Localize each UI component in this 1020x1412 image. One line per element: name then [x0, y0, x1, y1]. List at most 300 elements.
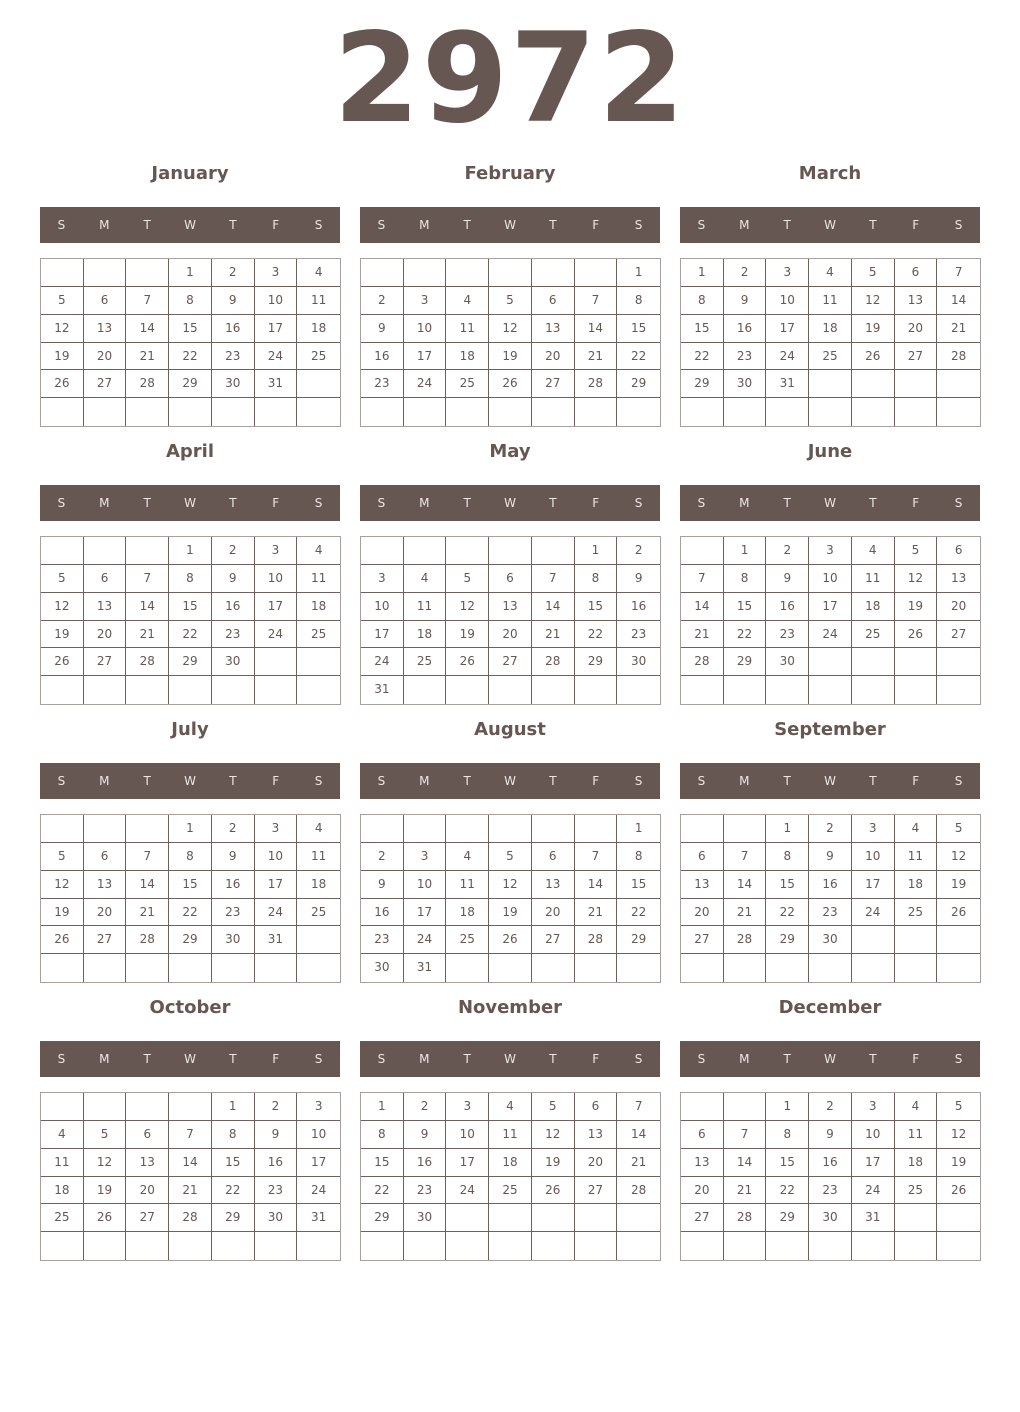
empty-day-cell	[84, 398, 127, 426]
empty-day-cell	[937, 1232, 980, 1260]
day-cell: 7	[724, 1121, 767, 1149]
day-cell: 15	[169, 315, 212, 343]
empty-day-cell	[297, 398, 340, 426]
day-cell: 2	[212, 537, 255, 565]
day-cell: 17	[404, 343, 447, 371]
day-cell: 7	[575, 843, 618, 871]
day-cell: 19	[41, 899, 84, 927]
day-cell: 26	[84, 1204, 127, 1232]
day-cell: 26	[937, 1177, 980, 1205]
empty-day-cell	[297, 926, 340, 954]
empty-day-cell	[255, 676, 298, 704]
day-cell: 26	[41, 648, 84, 676]
day-cell: 17	[361, 621, 404, 649]
empty-day-cell	[446, 815, 489, 843]
day-cell: 29	[681, 370, 724, 398]
day-cell: 3	[255, 259, 298, 287]
empty-day-cell	[575, 259, 618, 287]
day-cell: 21	[126, 899, 169, 927]
day-cell: 24	[809, 621, 852, 649]
day-cell: 22	[617, 899, 660, 927]
day-grid	[40, 814, 341, 983]
day-cell: 10	[255, 565, 298, 593]
empty-day-cell	[617, 1232, 660, 1260]
empty-day-cell	[489, 1232, 532, 1260]
day-cell: 3	[809, 537, 852, 565]
day-cell: 27	[895, 343, 938, 371]
weekday-label: W	[184, 218, 196, 232]
empty-day-cell	[126, 537, 169, 565]
day-cell: 10	[809, 565, 852, 593]
weekday-label: T	[143, 774, 151, 788]
day-cell: 28	[126, 926, 169, 954]
day-cell: 16	[361, 343, 404, 371]
day-cell: 29	[169, 926, 212, 954]
day-cell: 30	[809, 926, 852, 954]
day-cell: 5	[489, 843, 532, 871]
empty-day-cell	[681, 537, 724, 565]
day-cell: 29	[617, 370, 660, 398]
day-cell: 26	[489, 370, 532, 398]
weekday-label: F	[912, 774, 920, 788]
day-cell: 22	[724, 621, 767, 649]
month-title: June	[807, 441, 853, 462]
empty-day-cell	[724, 1232, 767, 1260]
day-cell: 20	[84, 343, 127, 371]
day-cell: 31	[255, 370, 298, 398]
day-cell: 6	[84, 843, 127, 871]
day-cell: 27	[489, 648, 532, 676]
day-cell: 16	[809, 1149, 852, 1177]
day-cell: 31	[361, 676, 404, 704]
day-cell: 7	[681, 565, 724, 593]
day-cell: 16	[724, 315, 767, 343]
empty-day-cell	[575, 398, 618, 426]
day-cell: 3	[255, 537, 298, 565]
day-cell: 20	[532, 899, 575, 927]
weekday-label: S	[57, 1052, 66, 1066]
day-cell: 12	[41, 593, 84, 621]
empty-day-cell	[489, 954, 532, 982]
day-cell: 6	[681, 843, 724, 871]
empty-day-cell	[575, 815, 618, 843]
day-cell: 19	[446, 621, 489, 649]
day-cell: 24	[404, 370, 447, 398]
empty-day-cell	[41, 1093, 84, 1121]
weekday-label: S	[377, 496, 386, 510]
weekday-label: F	[592, 774, 600, 788]
empty-day-cell	[724, 398, 767, 426]
day-cell: 5	[41, 565, 84, 593]
day-cell: 19	[489, 343, 532, 371]
day-cell: 3	[766, 259, 809, 287]
day-cell: 22	[212, 1177, 255, 1205]
day-cell: 27	[681, 1204, 724, 1232]
day-cell: 8	[766, 843, 809, 871]
empty-day-cell	[852, 370, 895, 398]
weekday-header	[40, 763, 340, 799]
day-cell: 16	[404, 1149, 447, 1177]
empty-day-cell	[169, 1093, 212, 1121]
empty-day-cell	[84, 815, 127, 843]
day-cell: 12	[489, 871, 532, 899]
day-cell: 2	[361, 843, 404, 871]
weekday-header	[680, 207, 980, 243]
day-cell: 1	[724, 537, 767, 565]
empty-day-cell	[84, 537, 127, 565]
day-cell: 11	[852, 565, 895, 593]
weekday-label: S	[634, 218, 643, 232]
day-cell: 12	[489, 315, 532, 343]
day-cell: 2	[255, 1093, 298, 1121]
weekday-label: T	[549, 496, 557, 510]
month-title: October	[149, 997, 231, 1018]
day-cell: 16	[255, 1149, 298, 1177]
empty-day-cell	[852, 926, 895, 954]
weekday-label: F	[912, 218, 920, 232]
day-cell: 30	[212, 370, 255, 398]
weekday-label: T	[143, 218, 151, 232]
day-cell: 27	[575, 1177, 618, 1205]
day-cell: 16	[809, 871, 852, 899]
weekday-label: T	[783, 774, 791, 788]
day-cell: 23	[404, 1177, 447, 1205]
weekday-label: T	[143, 496, 151, 510]
day-cell: 20	[575, 1149, 618, 1177]
day-cell: 3	[361, 565, 404, 593]
empty-day-cell	[895, 954, 938, 982]
empty-day-cell	[895, 926, 938, 954]
day-cell: 28	[937, 343, 980, 371]
day-cell: 11	[297, 287, 340, 315]
empty-day-cell	[617, 1204, 660, 1232]
day-cell: 27	[937, 621, 980, 649]
day-cell: 6	[681, 1121, 724, 1149]
day-cell: 18	[852, 593, 895, 621]
day-cell: 29	[724, 648, 767, 676]
empty-day-cell	[446, 676, 489, 704]
empty-day-cell	[489, 259, 532, 287]
day-grid	[360, 536, 661, 705]
day-cell: 15	[169, 593, 212, 621]
day-cell: 5	[489, 287, 532, 315]
day-cell: 17	[255, 871, 298, 899]
weekday-label: F	[912, 496, 920, 510]
day-cell: 2	[724, 259, 767, 287]
weekday-label: M	[739, 218, 750, 232]
day-cell: 25	[489, 1177, 532, 1205]
empty-day-cell	[84, 676, 127, 704]
empty-day-cell	[361, 1232, 404, 1260]
day-cell: 14	[575, 871, 618, 899]
month-title: December	[778, 997, 882, 1018]
empty-day-cell	[766, 676, 809, 704]
day-cell: 22	[766, 899, 809, 927]
empty-day-cell	[297, 954, 340, 982]
day-grid	[40, 258, 341, 427]
month-title: November	[457, 997, 563, 1018]
empty-day-cell	[937, 398, 980, 426]
day-cell: 17	[766, 315, 809, 343]
weekday-label: T	[229, 774, 237, 788]
empty-day-cell	[766, 1232, 809, 1260]
day-cell: 18	[895, 1149, 938, 1177]
day-cell: 15	[766, 1149, 809, 1177]
weekday-label: S	[57, 496, 66, 510]
day-cell: 14	[532, 593, 575, 621]
empty-day-cell	[852, 648, 895, 676]
empty-day-cell	[84, 1093, 127, 1121]
day-cell: 4	[895, 815, 938, 843]
empty-day-cell	[126, 259, 169, 287]
day-cell: 4	[809, 259, 852, 287]
day-cell: 30	[212, 926, 255, 954]
empty-day-cell	[446, 954, 489, 982]
day-cell: 4	[446, 843, 489, 871]
day-cell: 24	[766, 343, 809, 371]
day-cell: 4	[895, 1093, 938, 1121]
empty-day-cell	[297, 648, 340, 676]
day-cell: 19	[489, 899, 532, 927]
day-cell: 6	[489, 565, 532, 593]
weekday-label: W	[824, 774, 836, 788]
day-cell: 10	[404, 871, 447, 899]
weekday-header	[360, 1041, 660, 1077]
day-cell: 14	[126, 593, 169, 621]
day-cell: 3	[852, 815, 895, 843]
day-cell: 21	[724, 1177, 767, 1205]
empty-day-cell	[532, 537, 575, 565]
weekday-label: S	[314, 496, 323, 510]
day-cell: 18	[489, 1149, 532, 1177]
day-cell: 25	[404, 648, 447, 676]
weekday-label: T	[783, 1052, 791, 1066]
day-cell: 2	[809, 815, 852, 843]
day-cell: 10	[297, 1121, 340, 1149]
empty-day-cell	[297, 370, 340, 398]
day-grid	[40, 536, 341, 705]
day-cell: 6	[84, 565, 127, 593]
day-cell: 14	[575, 315, 618, 343]
weekday-label: W	[504, 1052, 516, 1066]
day-cell: 7	[169, 1121, 212, 1149]
empty-day-cell	[361, 815, 404, 843]
day-cell: 19	[41, 343, 84, 371]
day-cell: 24	[255, 343, 298, 371]
weekday-label: S	[954, 496, 963, 510]
weekday-header	[360, 763, 660, 799]
weekday-label: S	[634, 496, 643, 510]
day-cell: 26	[489, 926, 532, 954]
empty-day-cell	[681, 954, 724, 982]
empty-day-cell	[809, 954, 852, 982]
day-cell: 21	[724, 899, 767, 927]
day-cell: 1	[169, 537, 212, 565]
day-cell: 21	[126, 343, 169, 371]
empty-day-cell	[126, 398, 169, 426]
month-title: September	[774, 719, 886, 740]
day-cell: 11	[297, 565, 340, 593]
day-grid	[360, 258, 661, 427]
weekday-label: T	[549, 774, 557, 788]
day-cell: 28	[126, 370, 169, 398]
day-cell: 6	[84, 287, 127, 315]
month-title: February	[464, 163, 556, 184]
weekday-label: M	[419, 774, 430, 788]
day-cell: 5	[852, 259, 895, 287]
day-cell: 13	[575, 1121, 618, 1149]
day-cell: 13	[126, 1149, 169, 1177]
weekday-label: T	[229, 1052, 237, 1066]
weekday-label: M	[419, 1052, 430, 1066]
day-cell: 11	[41, 1149, 84, 1177]
day-cell: 2	[404, 1093, 447, 1121]
day-cell: 25	[41, 1204, 84, 1232]
day-cell: 27	[532, 370, 575, 398]
empty-day-cell	[446, 398, 489, 426]
day-cell: 31	[255, 926, 298, 954]
day-cell: 9	[361, 871, 404, 899]
empty-day-cell	[532, 815, 575, 843]
empty-day-cell	[169, 954, 212, 982]
weekday-label: M	[739, 1052, 750, 1066]
empty-day-cell	[404, 1232, 447, 1260]
empty-day-cell	[681, 815, 724, 843]
weekday-header	[360, 485, 660, 521]
day-cell: 9	[404, 1121, 447, 1149]
weekday-label: S	[697, 496, 706, 510]
day-cell: 21	[169, 1177, 212, 1205]
day-cell: 14	[169, 1149, 212, 1177]
weekday-header	[40, 207, 340, 243]
day-cell: 30	[361, 954, 404, 982]
day-cell: 16	[212, 593, 255, 621]
empty-day-cell	[404, 537, 447, 565]
day-cell: 23	[809, 899, 852, 927]
empty-day-cell	[169, 676, 212, 704]
day-cell: 25	[446, 926, 489, 954]
day-cell: 7	[575, 287, 618, 315]
day-cell: 23	[361, 926, 404, 954]
day-grid	[40, 1092, 341, 1261]
empty-day-cell	[681, 1232, 724, 1260]
empty-day-cell	[575, 1232, 618, 1260]
day-cell: 24	[446, 1177, 489, 1205]
empty-day-cell	[575, 676, 618, 704]
weekday-label: W	[184, 496, 196, 510]
day-cell: 12	[446, 593, 489, 621]
day-cell: 28	[681, 648, 724, 676]
day-cell: 18	[446, 899, 489, 927]
empty-day-cell	[852, 676, 895, 704]
weekday-label: S	[634, 774, 643, 788]
day-cell: 20	[937, 593, 980, 621]
day-cell: 15	[212, 1149, 255, 1177]
weekday-label: S	[954, 1052, 963, 1066]
empty-day-cell	[895, 676, 938, 704]
day-cell: 20	[895, 315, 938, 343]
weekday-header	[360, 207, 660, 243]
day-cell: 10	[852, 1121, 895, 1149]
day-cell: 18	[809, 315, 852, 343]
day-cell: 3	[404, 287, 447, 315]
day-cell: 9	[809, 1121, 852, 1149]
day-cell: 8	[766, 1121, 809, 1149]
weekday-label: F	[592, 1052, 600, 1066]
day-cell: 12	[532, 1121, 575, 1149]
day-cell: 18	[895, 871, 938, 899]
weekday-label: M	[419, 218, 430, 232]
day-cell: 24	[255, 621, 298, 649]
weekday-label: F	[272, 496, 280, 510]
day-cell: 26	[937, 899, 980, 927]
empty-day-cell	[41, 398, 84, 426]
day-cell: 3	[255, 815, 298, 843]
day-cell: 8	[681, 287, 724, 315]
day-cell: 21	[575, 899, 618, 927]
day-cell: 5	[446, 565, 489, 593]
weekday-label: M	[99, 1052, 110, 1066]
day-grid	[680, 814, 981, 983]
day-cell: 7	[617, 1093, 660, 1121]
empty-day-cell	[575, 1204, 618, 1232]
empty-day-cell	[809, 676, 852, 704]
empty-day-cell	[126, 1093, 169, 1121]
day-cell: 18	[404, 621, 447, 649]
day-cell: 19	[41, 621, 84, 649]
day-cell: 1	[575, 537, 618, 565]
day-cell: 19	[532, 1149, 575, 1177]
empty-day-cell	[809, 648, 852, 676]
month-title: August	[474, 719, 546, 740]
day-cell: 10	[766, 287, 809, 315]
day-cell: 28	[617, 1177, 660, 1205]
empty-day-cell	[446, 259, 489, 287]
day-cell: 1	[212, 1093, 255, 1121]
day-cell: 28	[724, 926, 767, 954]
weekday-label: S	[954, 218, 963, 232]
day-cell: 13	[489, 593, 532, 621]
day-cell: 8	[169, 287, 212, 315]
day-cell: 29	[361, 1204, 404, 1232]
empty-day-cell	[84, 1232, 127, 1260]
day-cell: 28	[126, 648, 169, 676]
day-cell: 10	[852, 843, 895, 871]
empty-day-cell	[41, 537, 84, 565]
day-cell: 4	[297, 537, 340, 565]
empty-day-cell	[126, 954, 169, 982]
weekday-label: S	[377, 1052, 386, 1066]
day-cell: 22	[575, 621, 618, 649]
day-cell: 7	[532, 565, 575, 593]
day-cell: 12	[84, 1149, 127, 1177]
day-cell: 26	[41, 370, 84, 398]
weekday-label: F	[272, 1052, 280, 1066]
day-grid	[360, 814, 661, 983]
day-cell: 16	[212, 871, 255, 899]
day-cell: 3	[404, 843, 447, 871]
day-cell: 22	[681, 343, 724, 371]
day-cell: 12	[41, 871, 84, 899]
empty-day-cell	[852, 954, 895, 982]
day-cell: 8	[212, 1121, 255, 1149]
day-cell: 14	[681, 593, 724, 621]
day-cell: 5	[41, 843, 84, 871]
day-grid	[680, 536, 981, 705]
day-cell: 12	[895, 565, 938, 593]
day-cell: 2	[361, 287, 404, 315]
day-cell: 23	[724, 343, 767, 371]
